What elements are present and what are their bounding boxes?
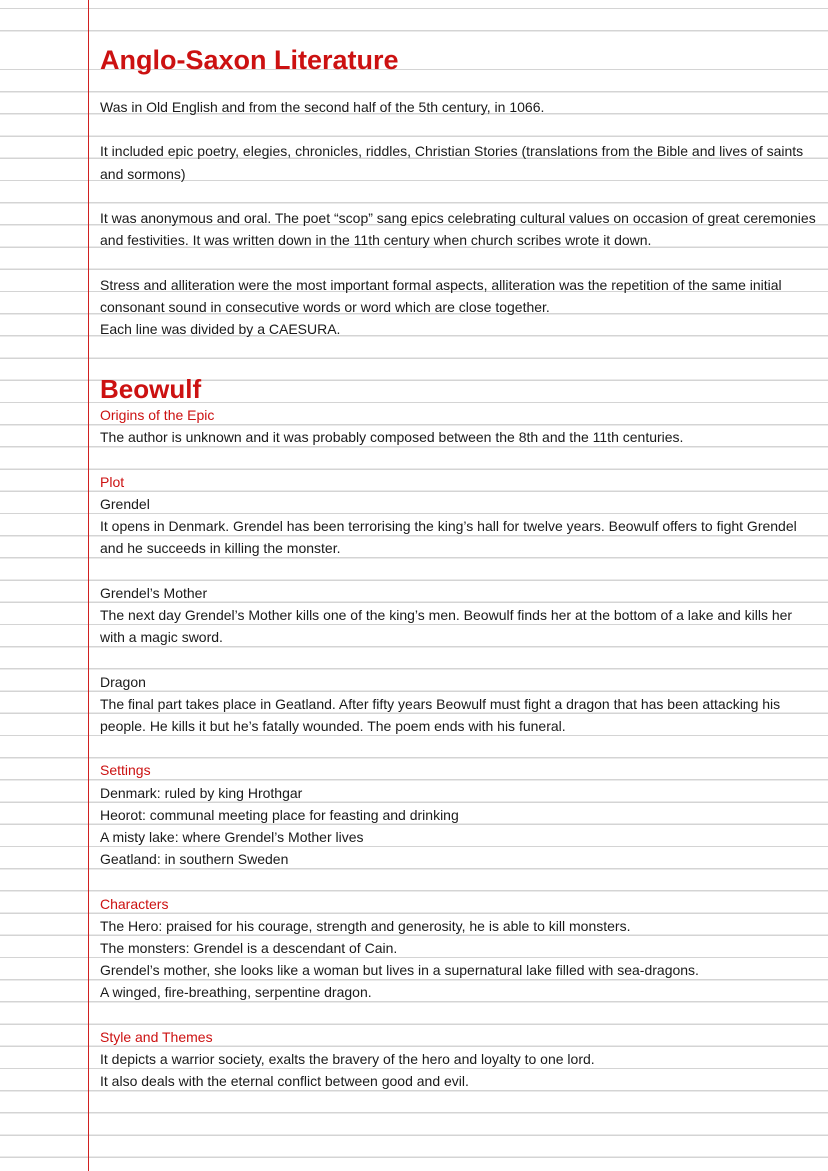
paragraph: It was anonymous and oral. The poet “scop” sang epics celebrating cultural values on occasion of great ceremonies and festivities. It was written down in the 11th century when church scribes wrote it down.	[100, 209, 816, 249]
paragraph: Each line was divided by a CAESURA.	[100, 320, 341, 337]
list-item: Denmark: ruled by king Hrothgar	[100, 784, 303, 801]
paragraph: Stress and alliteration were the most important formal aspects, alliteration was the repetition of the same initial consonant sound in consecutive words or word which are close together.	[100, 276, 782, 315]
notebook-margin-line	[88, 0, 89, 1171]
subheading-characters: Characters	[100, 895, 169, 912]
subheading-origins: Origins of the Epic	[100, 407, 215, 424]
list-item: A misty lake: where Grendel’s Mother lives	[100, 828, 364, 845]
plot-part-text: The next day Grendel’s Mother kills one of the king’s men. Beowulf finds her at the bottom of a lake and kills her with a magic sword.	[100, 606, 793, 646]
plot-part-text: The final part takes place in Geatland. After fifty years Beowulf must fight a dragon that has been attacking his people. He kills it but he’s fatally wounded. The poem ends with his funeral.	[100, 695, 781, 734]
section-title-beowulf: Beowulf	[100, 374, 202, 405]
paragraph: Was in Old English and from the second half of the 5th century, in 1066.	[100, 99, 545, 115]
section-title-anglo-saxon: Anglo-Saxon Literature	[100, 45, 399, 75]
subheading-plot: Plot	[100, 473, 125, 490]
plot-part-name: Grendel’s Mother	[100, 584, 208, 601]
list-item: A winged, fire-breathing, serpentine dragon.	[100, 984, 372, 1001]
plot-part-name: Dragon	[100, 673, 146, 690]
list-item: Geatland: in southern Sweden	[100, 851, 289, 868]
paragraph: The author is unknown and it was probably composed between the 8th and the 11th centuries.	[100, 429, 684, 446]
list-item: Grendel’s mother, she looks like a woman but lives in a supernatural lake filled with sea-dragons.	[100, 962, 699, 979]
plot-part-name: Grendel	[100, 495, 150, 512]
subheading-style-themes: Style and Themes	[100, 1028, 213, 1045]
subheading-settings: Settings	[100, 762, 151, 779]
list-item: Heorot: communal meeting place for feasting and drinking	[100, 806, 459, 823]
notes-page	[100, 42, 816, 1092]
list-item: The Hero: praised for his courage, strength and generosity, he is able to kill monsters.	[100, 917, 631, 934]
list-item: It also deals with the eternal conflict between good and evil.	[100, 1073, 469, 1090]
list-item: It depicts a warrior society, exalts the bravery of the hero and loyalty to one lord.	[100, 1050, 595, 1067]
list-item: The monsters: Grendel is a descendant of Cain.	[100, 939, 398, 956]
paragraph: It included epic poetry, elegies, chronicles, riddles, Christian Stories (translations from the Bible and lives of saints and sormons)	[100, 143, 804, 182]
plot-part-text: It opens in Denmark. Grendel has been terrorising the king’s hall for twelve years. Beowulf offers to fight Grendel and he succeeds in killing the monster.	[100, 518, 797, 557]
